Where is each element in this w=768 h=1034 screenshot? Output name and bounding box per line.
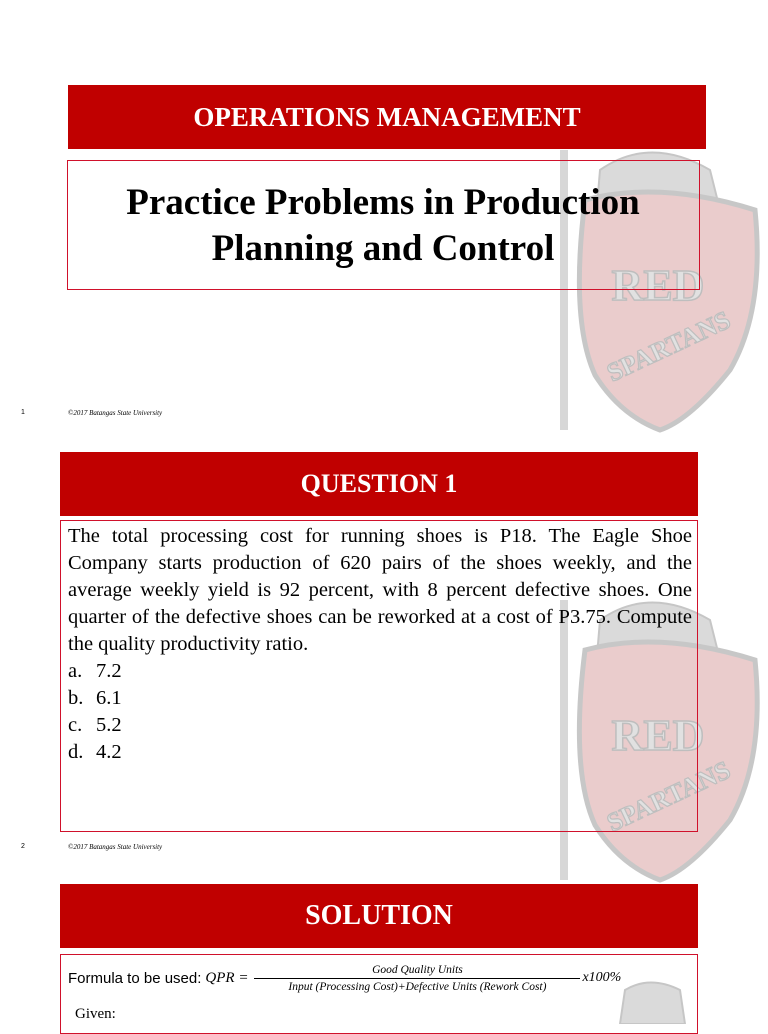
formula-numerator: Good Quality Units bbox=[372, 963, 463, 976]
copyright-2: ©2017 Batangas State University bbox=[68, 843, 163, 851]
title-line-1: Practice Problems in Production bbox=[126, 182, 640, 223]
formula-lhs: QPR = bbox=[205, 969, 249, 986]
question-title: QUESTION 1 bbox=[300, 469, 458, 498]
operations-management-banner bbox=[68, 85, 706, 149]
given-label: Given: bbox=[75, 1006, 116, 1022]
option-letter: a. bbox=[68, 660, 83, 682]
watermark-spartans-text-2: SPARTANS bbox=[602, 755, 735, 838]
question-text: The total processing cost for running shoes is P18. The Eagle Shoe Company starts production of 620 pairs of the shoes weekly, and the average weekly yield is 92 percent, with 8 percent defective shoes. One quarter of the defective shoes can be reworked at a cost of P3.75. Compute the quality productivity ratio. bbox=[68, 525, 692, 655]
copyright-1: ©2017 Batangas State University bbox=[68, 409, 163, 417]
question-banner bbox=[60, 452, 698, 516]
formula-denominator: Input (Processing Cost)+Defective Units (Rework Cost) bbox=[288, 980, 547, 993]
option-a bbox=[68, 658, 122, 685]
option-value: 6.1 bbox=[96, 687, 122, 709]
option-letter: d. bbox=[68, 741, 84, 763]
option-c bbox=[68, 712, 122, 739]
slide-number-2: 2 bbox=[21, 843, 25, 850]
watermark-red-text: RED bbox=[611, 261, 705, 310]
solution-title: SOLUTION bbox=[305, 900, 453, 931]
options-list bbox=[68, 658, 122, 766]
slide-number-1: 1 bbox=[21, 409, 25, 416]
fraction-bar bbox=[254, 978, 580, 979]
formula-row bbox=[68, 958, 621, 998]
formula-label: Formula to be used: bbox=[68, 969, 202, 987]
option-d bbox=[68, 739, 122, 766]
watermark-red-text-2: RED bbox=[611, 711, 705, 760]
option-value: 4.2 bbox=[96, 741, 122, 763]
option-value: 7.2 bbox=[96, 660, 122, 682]
title-line-2: Planning and Control bbox=[211, 228, 555, 269]
option-b bbox=[68, 685, 122, 712]
formula-multiplier: x100% bbox=[582, 970, 622, 985]
option-value: 5.2 bbox=[96, 714, 122, 736]
watermark-spartans-text: SPARTANS bbox=[602, 305, 735, 388]
formula-fraction bbox=[254, 963, 580, 994]
option-letter: c. bbox=[68, 714, 83, 736]
solution-banner bbox=[60, 884, 698, 948]
banner-title: OPERATIONS MANAGEMENT bbox=[193, 101, 581, 132]
slide-title bbox=[68, 180, 698, 272]
option-letter: b. bbox=[68, 687, 84, 709]
